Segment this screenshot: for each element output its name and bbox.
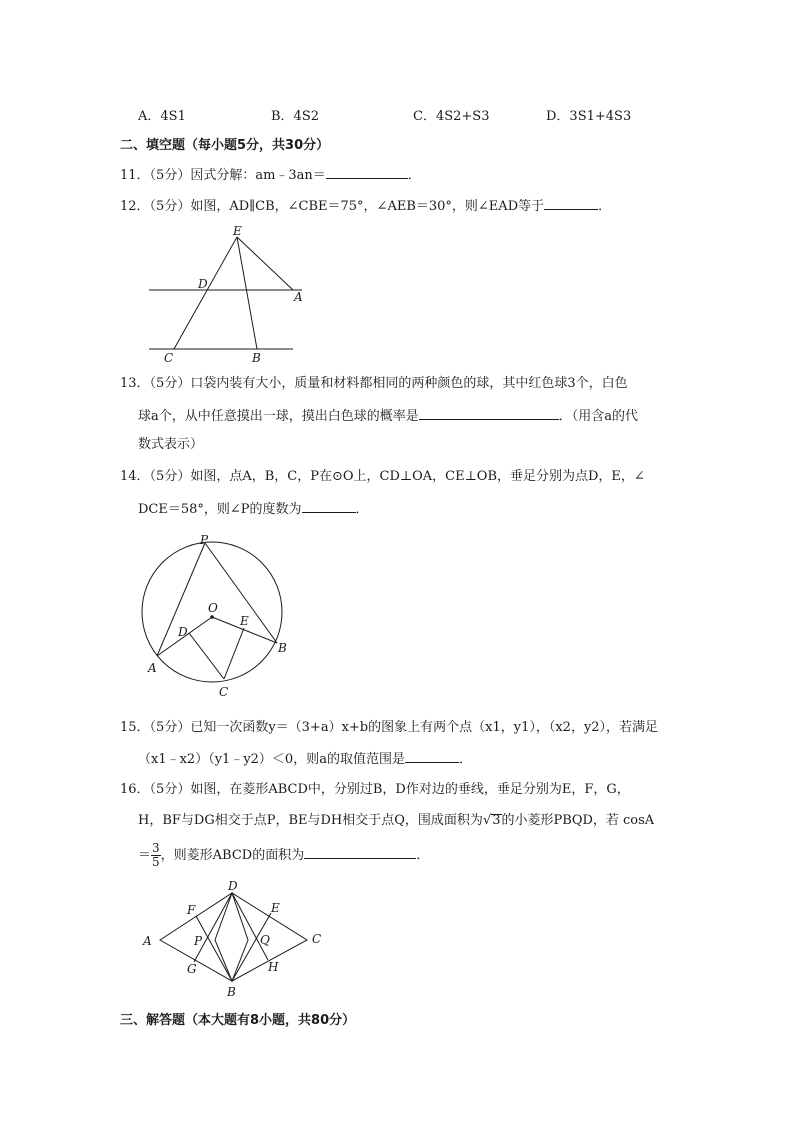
label-D: D bbox=[198, 277, 208, 291]
label-B: B bbox=[278, 641, 287, 655]
choice-b: B．4S2 bbox=[271, 109, 320, 124]
label-P: P bbox=[200, 533, 209, 547]
question-14-line-1: 14．（5分）如图，点A，B，C，P在⊙O上，CD⊥OA，CE⊥OB，垂足分别为点D，E，∠ bbox=[120, 469, 645, 484]
question-12-text: 12．（5分）如图，AD∥CB，∠CBE＝75°，∠AEB＝30°，则∠EAD等于 bbox=[120, 199, 545, 214]
question-16-line-1: 16．（5分）如图，在菱形ABCD中，分别过B，D作对边的垂线，垂足分别为E，F，G， bbox=[120, 782, 630, 797]
question-16-line-2: H，BF与DG相交于点P，BE与DH相交于点Q，围成面积为√3的小菱形PBQD，若 cosA bbox=[138, 813, 655, 828]
label-O: O bbox=[208, 601, 218, 615]
question-11-text: 11．（5分）因式分解：am﹣3an＝ bbox=[120, 168, 326, 183]
label-P: P bbox=[194, 934, 203, 948]
label-C: C bbox=[164, 351, 174, 365]
choice-c: C．4S2+S3 bbox=[413, 109, 490, 124]
label-H: H bbox=[268, 960, 279, 974]
question-15-line-2: （x1﹣x2）（y1﹣y2）＜0，则a的取值范围是 ． bbox=[138, 748, 472, 770]
label-A: A bbox=[143, 934, 152, 948]
choice-a: A．4S1 bbox=[138, 109, 186, 124]
question-13-line-1: 13．（5分）口袋内装有大小，质量和材料都相同的两种颜色的球，其中红色球3个，白色 bbox=[120, 376, 628, 391]
question-15-line-1: 15．（5分）已知一次函数y＝（3+a）x+b的图象上有两个点（x1，y1），（x2，y2），若满足 bbox=[120, 720, 659, 735]
label-D: D bbox=[228, 879, 238, 893]
question-16-line-3: ＝ $\frac{3}{5}$ ，则菱形ABCD的面积为 ． bbox=[138, 841, 430, 869]
section-3-title: 三、解答题（本大题有8小题，共80分） bbox=[120, 1013, 356, 1028]
question-11: 11．（5分）因式分解：am﹣3an＝ ． bbox=[120, 164, 421, 186]
label-E: E bbox=[233, 224, 242, 238]
fraction: $\frac{3}{5}$ bbox=[152, 841, 160, 869]
label-D: D bbox=[178, 625, 188, 639]
label-B: B bbox=[227, 985, 236, 999]
question-14-line-2: DCE＝58°，则∠P的度数为 ． bbox=[138, 498, 369, 520]
choice-d: D．3S1+4S3 bbox=[546, 109, 632, 124]
label-E: E bbox=[271, 901, 280, 915]
label-F: F bbox=[187, 903, 196, 917]
label-G: G bbox=[187, 962, 197, 976]
section-2-title: 二、填空题（每小题5分，共30分） bbox=[120, 138, 330, 153]
label-B: B bbox=[252, 351, 261, 365]
label-C: C bbox=[219, 685, 229, 699]
question-13-line-3: 数式表示） bbox=[138, 437, 204, 452]
label-A: A bbox=[294, 290, 303, 304]
label-Q: Q bbox=[260, 933, 270, 947]
question-12: 12．（5分）如图，AD∥CB，∠CBE＝75°，∠AEB＝30°，则∠EAD等于 ． bbox=[120, 195, 611, 217]
label-E: E bbox=[240, 614, 249, 628]
label-A: A bbox=[148, 661, 157, 675]
label-C: C bbox=[312, 932, 322, 946]
question-13-line-2: 球a个，从中任意摸出一球，摸出白色球的概率是 ．（用含a的代 bbox=[138, 405, 638, 427]
